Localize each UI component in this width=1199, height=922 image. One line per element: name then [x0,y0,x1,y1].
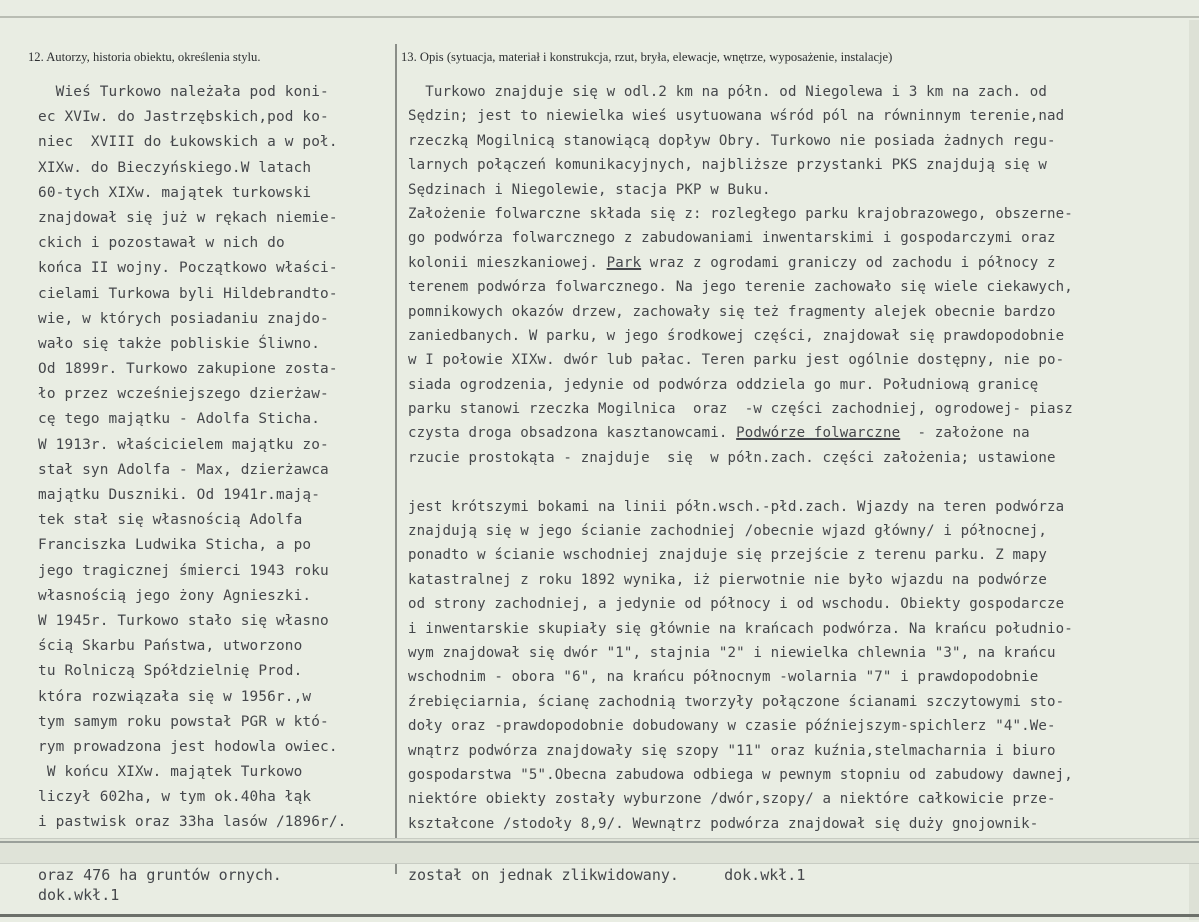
section-13-heading: 13. Opis (sytuacja, materiał i konstrukcja, rzut, bryła, elewacje, wnętrze, wyposażenie, instalacje) [401,50,893,64]
text-line: parku stanowi rzeczka Mogilnica oraz -w części zachodniej, ogrodowej- piasz [408,401,1073,418]
text-line: Od 1899r. Turkowo zakupione zosta- [38,361,338,378]
text-line: majątku Duszniki. Od 1941r.mają- [38,487,321,503]
text-line: siada ogrodzenia, jedynie od podwórza oddziela go mur. Południową granicę [408,376,1039,393]
text-line: ścią Skarbu Państwa, utworzono [38,638,303,655]
text-line: cielami Turkowa byli Hildebrandto- [38,285,338,302]
text-line: gospodarstwa "5".Obecna zabudowa odbiega w pewnym stopniu od zabudowy dawnej, [408,766,1073,783]
text-line: tu Rolniczą Spółdzielnię Prod. [38,663,303,680]
text-line: źrebięciarnia, ścianę zachodnią tworzyły połączone ścianami szczytowymi sto- [408,693,1065,710]
text-line: ło przez wcześniejszego dzierżaw- [38,386,329,403]
paper-fold-line [0,841,1199,843]
text-line: W 1913r. właścicielem majątku zo- [38,436,329,453]
text-line: ckich i pozostawał w nich do [38,235,285,252]
description-text [408,80,1198,836]
text-line: pomnikowych okazów drzew, zachowały się też fragmenty alejek obecnie bardzo [408,303,1056,320]
text-line: ec XVIw. do Jastrzębskich,pod ko- [38,109,329,126]
text-line: ponadto w ścianie wschodniej znajduje się przejście z terenu parku. Z mapy [408,547,1048,564]
left-footnote-2: dok.wkł.1 [38,886,120,904]
text-line: liczył 602ha, w tym ok.40ha łąk [38,789,312,806]
text-line: rzeczką Mogilnicą stanowiącą dopływ Obry. Turkowo nie posiada żadnych regu- [408,132,1056,149]
right-footnote: został on jednak zlikwidowany. dok.wkł.1 [408,866,806,884]
text-line: i inwentarskie skupiały się głównie na krańcach podwórza. Na krańcu południo- [408,620,1073,637]
text-line: rym prowadzona jest hodowla owiec. [38,738,338,755]
text-line: 60-tych XIXw. majątek turkowski [38,184,312,201]
text-line: własnością jego żony Agnieszki. [38,587,312,604]
text-line: kształcone /stodoły 8,9/. Wewnątrz podwórza znajdował się duży gnojownik- [408,815,1039,832]
text-line: wie, w których posiadaniu znajdo- [38,310,329,327]
text-line [408,470,1198,494]
text-line: jest krótszymi bokami na linii półn.wsch.-płd.zach. Wjazdy na teren podwórza [408,498,1065,515]
column-divider [395,44,397,874]
text-line: larnych połączeń komunikacyjnych, najbliższe przystanki PKS znajdują się w [408,157,1048,174]
text-line: czysta droga obsadzona kasztanowcami. Podwórze folwarczne - założone na [408,425,1030,442]
text-line: zaniedbanych. W parku, w jego środkowej części, znajdował się prawdopodobnie [408,327,1065,344]
text-line: Franciszka Ludwika Sticha, a po [38,537,312,554]
text-line: wało się także pobliskie Śliwno. [38,335,321,352]
text-line: doły oraz -prawdopodobnie dobudowany w czasie późniejszym-spichlerz "4".We- [408,718,1056,735]
text-line: niektóre obiekty zostały wyburzone /dwór,szopy/ a niektóre całkowicie prze- [408,791,1056,808]
text-line: końca II wojny. Początkowo właści- [38,260,338,277]
text-line: kolonii mieszkaniowej. Park wraz z ogrodami graniczy od zachodu i północy z [408,254,1056,271]
text-line: rzucie prostokąta - znajduje się w półn.zach. części założenia; ustawione [408,449,1056,466]
text-line: W końcu XIXw. majątek Turkowo [38,764,303,781]
left-footnote-1: oraz 476 ha gruntów ornych. [38,866,282,884]
text-line: znajdował się już w rękach niemie- [38,209,338,226]
text-line: wschodnim - obora "6", na krańcu północnym -wolarnia "7" i prawdopodobnie [408,669,1039,686]
text-line: W 1945r. Turkowo stało się własno [38,612,329,629]
text-line: od strony zachodniej, a jedynie od północy i od wschodu. Obiekty gospodarcze [408,596,1065,613]
text-line: Sędzin; jest to niewielka wieś usytuowana wśród pól na równinnym terenie,nad [408,108,1065,125]
underlined-term: Podwórze folwarczne [736,425,901,442]
text-line: go podwórza folwarcznego z zabudowaniami inwentarskimi i gospodarczymi oraz [408,230,1056,247]
text-line: wym znajdował się dwór "1", stajnia "2" i niewielka chlewnia "3", na krańcu [408,644,1056,661]
text-line: znajdują się w jego ścianie zachodniej /obecnie wjazd główny/ i północnej, [408,523,1048,540]
text-line: tym samym roku powstał PGR w któ- [38,713,329,730]
text-line: Wieś Turkowo należała pod koni- [38,84,329,100]
text-line: jego tragicznej śmierci 1943 roku [38,562,329,579]
text-line: w I połowie XIXw. dwór lub pałac. Teren parku jest ogólnie dostępny, nie po- [408,352,1065,369]
text-line: niec XVIII do Łukowskich a w poł. [38,134,338,151]
text-line: która rozwiązała się w 1956r.,w [38,688,312,705]
top-rule [0,16,1199,18]
section-12-heading: 12. Autorzy, historia obiektu, określenia stylu. [28,50,261,64]
text-line: tek stał się własnością Adolfa [38,512,303,529]
text-line: cę tego majątku - Adolfa Sticha. [38,411,321,428]
bottom-rule [0,914,1199,917]
text-line: Sędzinach i Niegolewie, stacja PKP w Buku. [408,181,771,198]
text-line: stał syn Adolfa - Max, dzierżawca [38,461,329,478]
text-line: Założenie folwarczne składa się z: rozległego parku krajobrazowego, obszerne- [408,205,1073,222]
text-line: i pastwisk oraz 33ha lasów /1896r/. [38,814,347,831]
history-text [38,80,390,836]
text-line: katastralnej z roku 1892 wynika, iż pierwotnie nie było wjazdu na podwórze [408,571,1048,588]
text-line: wnątrz podwórza znajdowały się szopy "11" oraz kuźnia,stelmacharnia i biuro [408,742,1056,759]
underlined-term: Park [606,254,642,271]
text-line: XIXw. do Bieczyńskiego.W latach [38,159,312,176]
text-line: Turkowo znajduje się w odl.2 km na półn. od Niegolewa i 3 km na zach. od [408,84,1048,100]
text-line: terenem podwórza folwarcznego. Na jego terenie zachowało się wiele ciekawych, [408,279,1073,296]
